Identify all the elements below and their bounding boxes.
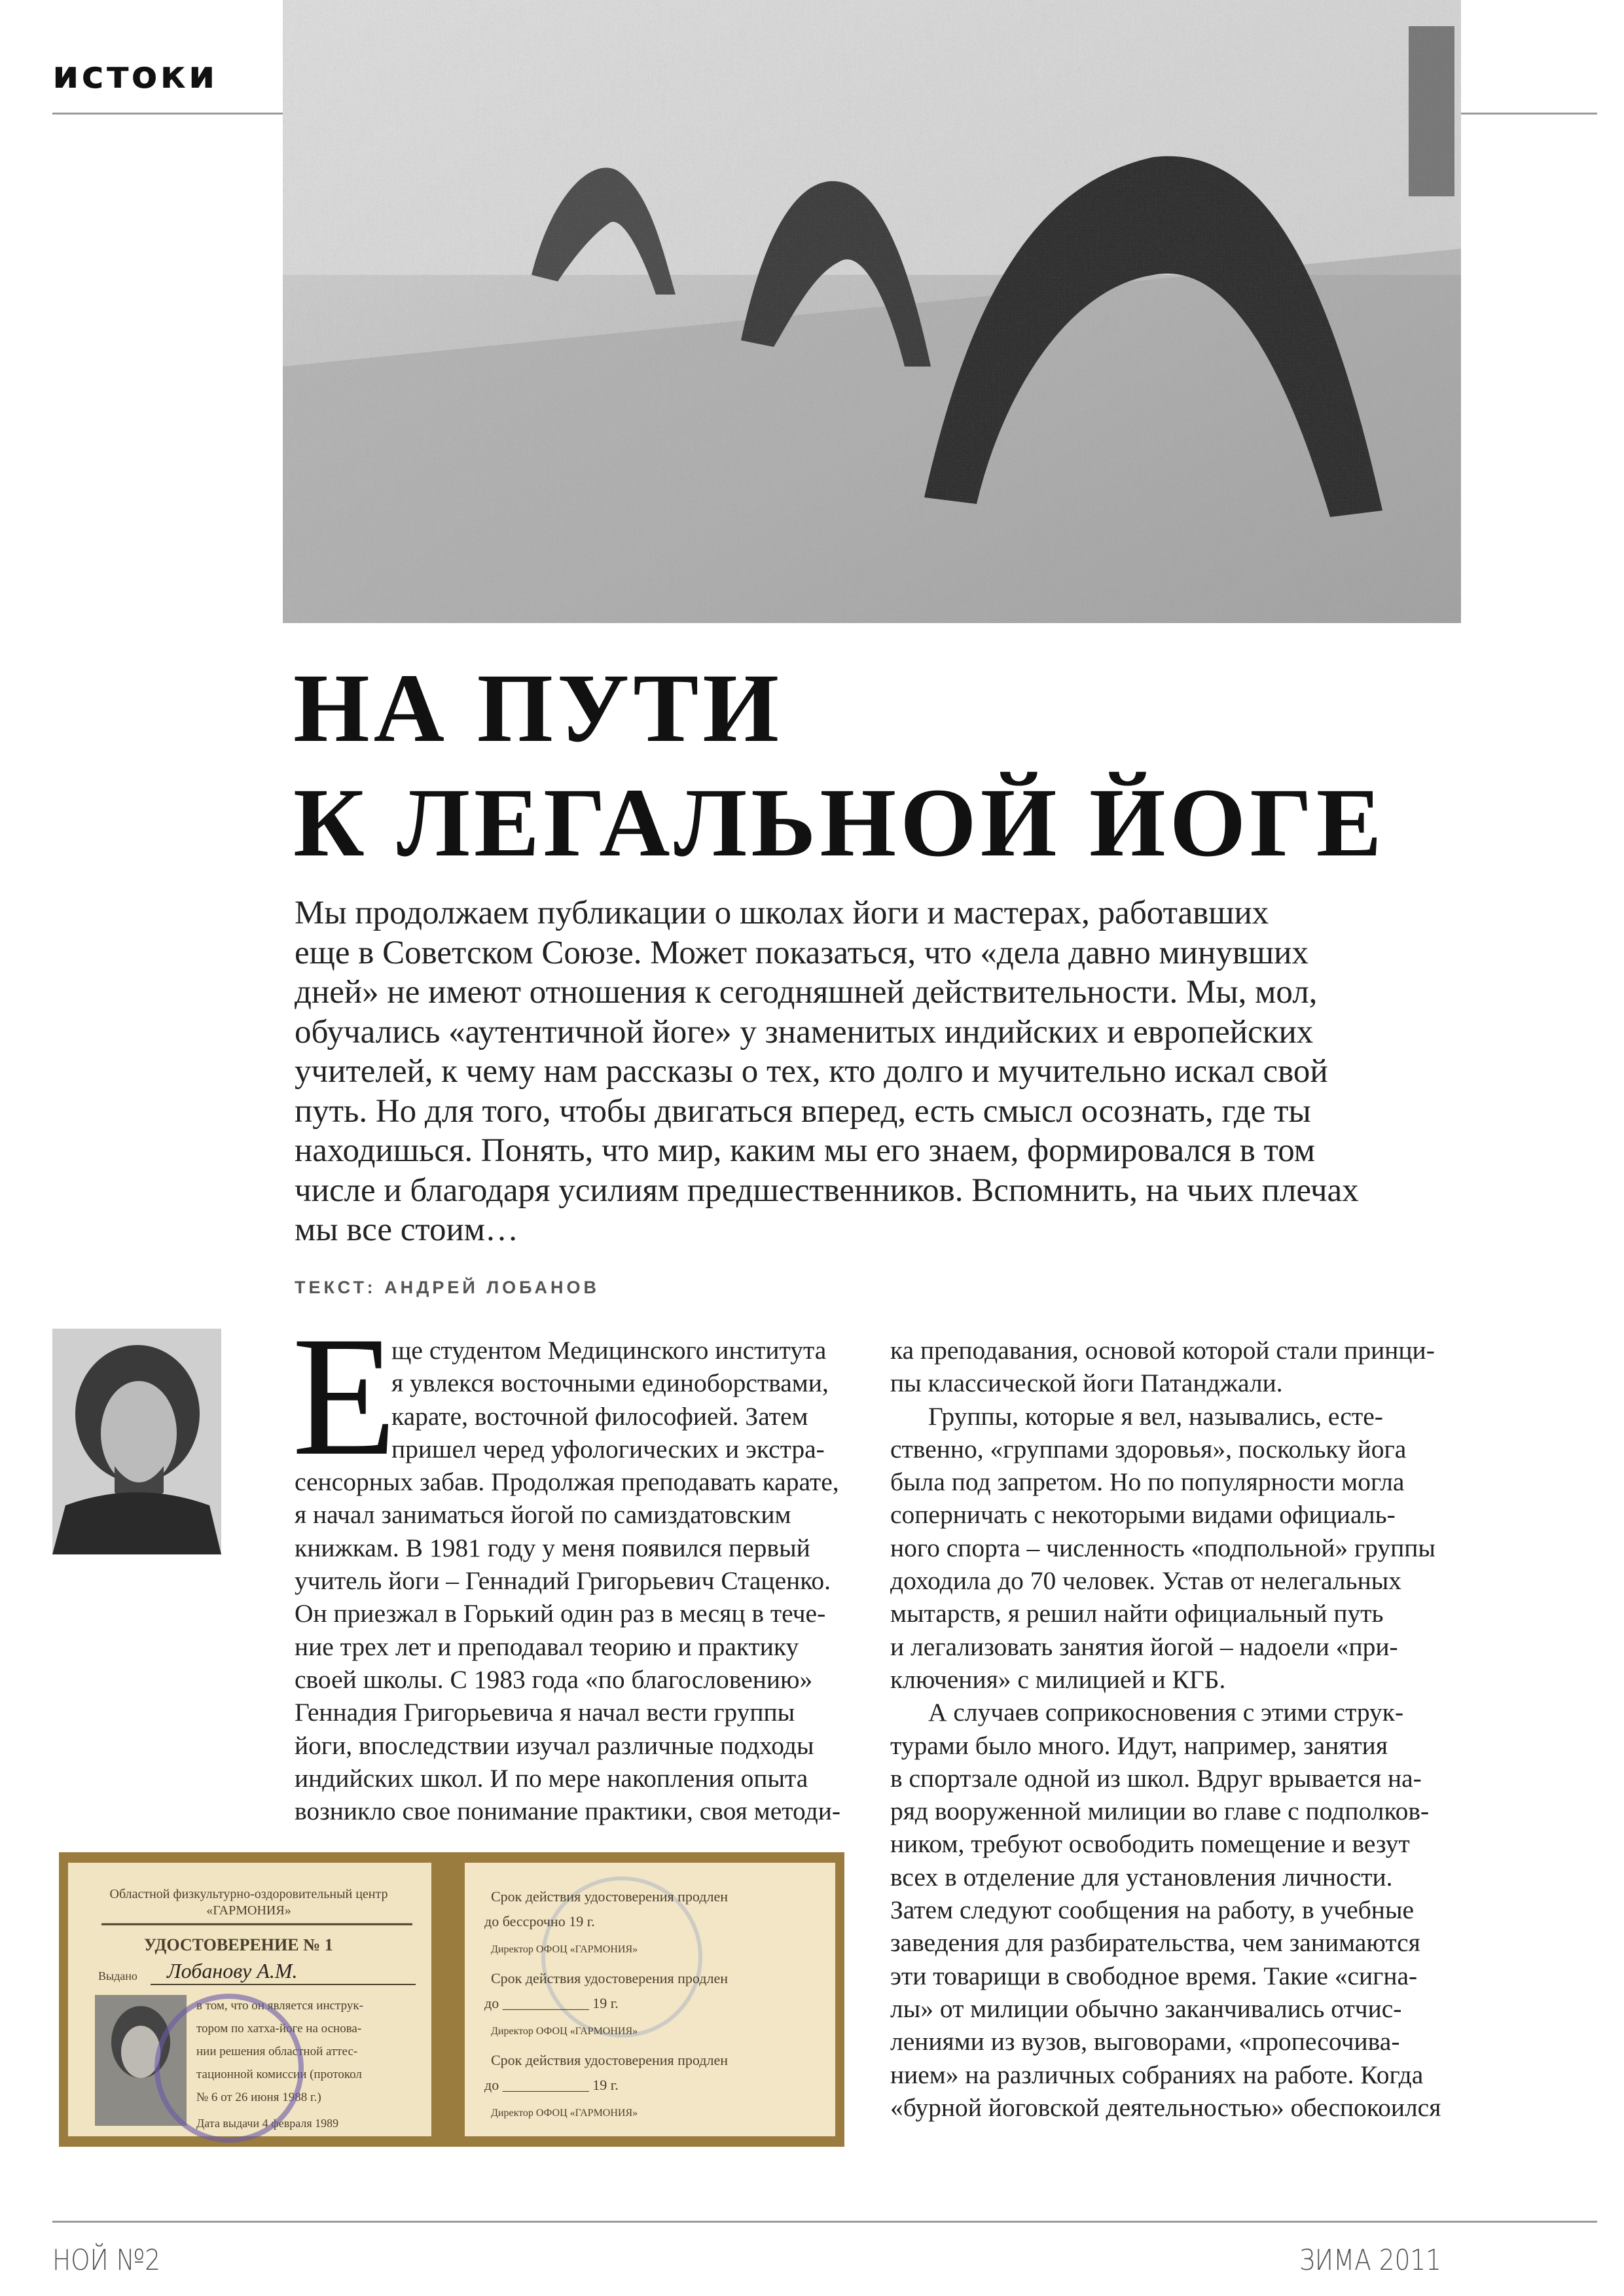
- text-line: Геннадия Григорьевича я начал вести группы: [295, 1698, 795, 1727]
- text-line: мытарств, я решил найти официальный путь: [890, 1599, 1384, 1628]
- text-line: ние трех лет и преподавал теорию и практику: [295, 1632, 799, 1661]
- text-line: всех в отделение для установления личности.: [890, 1862, 1393, 1892]
- yoga-class-photo: [283, 0, 1461, 623]
- text-line: ка преподавания, основой которой стали принци-: [890, 1336, 1435, 1365]
- cert-heading: УДОСТОВЕРЕНИЕ № 1: [144, 1935, 333, 1954]
- body-column-1: [295, 1334, 840, 1827]
- lead-line: еще в Советском Союзе. Может показаться, что «дела давно минувших: [295, 934, 1308, 971]
- body-column-2: [890, 1334, 1441, 2124]
- article-title: [293, 651, 1386, 880]
- cert-extension: Срок действия удостоверения продлен: [491, 1970, 729, 1986]
- lead-line: обучались «аутентичной йоге» у знаменитых индийских и европейских: [295, 1013, 1314, 1050]
- text-line: ственно, «группами здоровья», поскольку йога: [890, 1434, 1407, 1463]
- cert-body-line: тором по хатха-йоге на основа-: [196, 2022, 362, 2036]
- text-line: ником, требуют освободить помещение и везут: [890, 1829, 1410, 1859]
- text-line: Он приезжал в Горький один раз в месяц в тече-: [295, 1599, 826, 1628]
- cert-extension-value: до ____________ 19 г.: [484, 2077, 619, 2093]
- text-line: Затем следуют сообщения на работу, в учебные: [890, 1895, 1415, 1925]
- lead-line: Мы продолжаем публикации о школах йоги и мастерах, работавших: [295, 895, 1269, 931]
- magazine-issue: НОЙ №2: [52, 2244, 161, 2277]
- cert-org-name: «ГАРМОНИЯ»: [206, 1903, 291, 1918]
- text-line: ряд вооруженной милиции во главе с подполков-: [890, 1797, 1430, 1826]
- cert-extension-value: до ____________ 19 г.: [484, 1995, 619, 2011]
- cert-body-line: тационной комиссии (протокол: [196, 2068, 362, 2081]
- title-line: НА ПУТИ: [293, 654, 783, 762]
- text-line: пы классической йоги Патанджали.: [890, 1369, 1283, 1398]
- text-line: заведения для разбирательства, чем занимаются: [890, 1928, 1420, 1958]
- text-line: Группы, которые я вел, назывались, есте-: [928, 1401, 1383, 1431]
- drop-cap: Е: [292, 1301, 397, 1491]
- cert-director: Директор ОФОЦ «ГАРМОНИЯ»: [491, 2108, 638, 2119]
- text-line: нием» на различных собраниях на работе. Когда: [890, 2060, 1424, 2089]
- lead-line: мы все стоим…: [295, 1211, 519, 1248]
- text-line: ного спорта – численность «подпольной» группы: [890, 1533, 1435, 1562]
- lead-line: дней» не имеют отношения к сегодняшней действительности. Мы, мол,: [295, 974, 1318, 1011]
- yoga-instructor-certificate-photo: [59, 1852, 844, 2147]
- text-line: книжкам. В 1981 году у меня появился первый: [295, 1533, 810, 1562]
- cert-director: Директор ОФОЦ «ГАРМОНИЯ»: [491, 1944, 638, 1955]
- text-line: в спортзале одной из школ. Вдруг врывается на-: [890, 1763, 1422, 1793]
- text-line: эти товарищи в свободное время. Такие «сигна-: [890, 1961, 1418, 1990]
- cert-issued-label: Выдано: [98, 1969, 137, 1982]
- text-line: лениями из вузов, выговорами, «пропесочива-: [890, 2027, 1400, 2056]
- text-line: доходила до 70 человек. Устав от нелегальных: [890, 1566, 1401, 1596]
- text-line: турами было много. Идут, например, занятия: [890, 1731, 1388, 1760]
- text-line: «бурной йоговской деятельностью» обеспокоился: [890, 2092, 1441, 2122]
- text-line: и легализовать занятия йогой – надоели «при-: [890, 1632, 1398, 1661]
- issue-season: ЗИМА 2011: [1299, 2244, 1441, 2277]
- text-line: своей школы. С 1983 года «по благословению»: [295, 1664, 813, 1694]
- text-line: сенсорных забав. Продолжая преподавать карате,: [295, 1467, 839, 1497]
- lead-paragraph: [295, 893, 1359, 1250]
- text-line: соперничать с некоторыми видами официаль-: [890, 1500, 1396, 1530]
- cert-issue-date: Дата выдачи 4 февраля 1989: [196, 2117, 339, 2130]
- text-line: я начал заниматься йогой по самиздатовским: [295, 1500, 791, 1530]
- lead-line: путь. Но для того, чтобы двигаться вперед, есть смысл осознать, где ты: [295, 1092, 1311, 1130]
- footer-divider: [52, 2221, 1597, 2223]
- lead-line: учителей, к чему нам рассказы о тех, кто долго и мучительно искал свой: [295, 1053, 1328, 1090]
- text-line: ключения» с милицией и КГБ.: [890, 1664, 1226, 1694]
- cert-director: Директор ОФОЦ «ГАРМОНИЯ»: [491, 2026, 638, 2037]
- lead-line: числе и благодаря усилиям предшественников. Вспомнить, на чьих плечах: [295, 1172, 1359, 1209]
- title-line: К ЛЕГАЛЬНОЙ ЙОГЕ: [293, 768, 1386, 877]
- text-line: ще студентом Медицинского института: [391, 1336, 827, 1365]
- text-line: лы» от милиции обычно заканчивались отчис-: [890, 1994, 1402, 2023]
- text-line: учитель йоги – Геннадий Григорьевич Стаценко.: [295, 1566, 831, 1596]
- cert-extension: Срок действия удостоверения продлен: [491, 2052, 729, 2068]
- cert-body-line: в том, что он является инструк-: [196, 1999, 363, 2013]
- lead-line: находишься. Понять, что мир, каким мы его знаем, формировался в том: [295, 1132, 1316, 1169]
- cert-extension: Срок действия удостоверения продлен: [491, 1888, 729, 1905]
- cert-body-line: № 6 от 26 июня 1988 г.): [196, 2090, 321, 2104]
- text-line: А случаев соприкосновения с этими струк-: [928, 1698, 1404, 1727]
- section-label: истоки: [52, 52, 218, 97]
- byline: ТЕКСТ: АНДРЕЙ ЛОБАНОВ: [295, 1278, 600, 1297]
- text-line: я увлекся восточными единоборствами,: [391, 1369, 829, 1398]
- text-line: карате, восточной философией. Затем: [391, 1401, 808, 1431]
- text-line: йоги, впоследствии изучал различные подходы: [295, 1731, 814, 1760]
- text-line: индийских школ. И по мере накопления опыта: [295, 1763, 808, 1793]
- cert-extension-value: до бессрочно 19 г.: [484, 1913, 595, 1929]
- cert-issued-to: Лобанову А.М.: [167, 1959, 298, 1982]
- cert-body-line: нии решения областной аттес-: [196, 2045, 358, 2058]
- text-line: была под запретом. Но по популярности могла: [890, 1467, 1405, 1497]
- text-line: пришел черед уфологических и экстра-: [391, 1434, 825, 1463]
- cert-org: Областной физкультурно-оздоровительный центр: [109, 1887, 388, 1901]
- author-portrait: [52, 1329, 221, 1554]
- text-line: возникло свое понимание практики, своя методи-: [295, 1797, 840, 1826]
